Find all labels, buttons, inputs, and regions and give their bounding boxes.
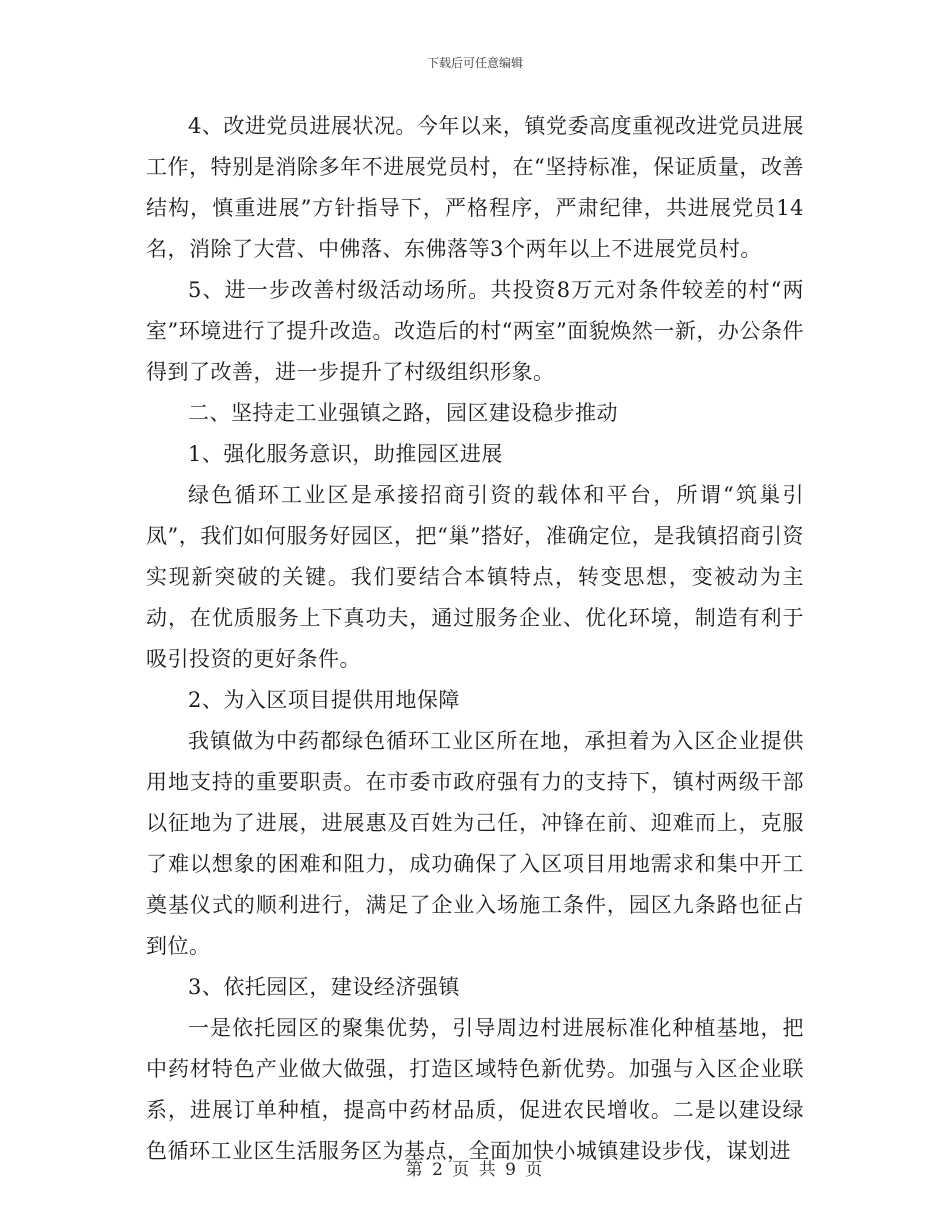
page-number-footer: 第 2 页 共 9 页 xyxy=(405,1160,545,1180)
section-heading-industry: 二、坚持走工业强镇之路，园区建设稳步推动 xyxy=(188,401,618,425)
subheading-economic-town: 3、依托园区，建设经济强镇 xyxy=(188,975,460,999)
subheading-land-guarantee: 2、为入区项目提供用地保障 xyxy=(188,688,460,712)
subheading-service-awareness: 1、强化服务意识，助推园区进展 xyxy=(188,442,503,466)
paragraph-industrial-zone: 绿色循环工业区是承接招商引资的载体和平台，所谓“筑巢引凤”，我们如何服务好园区，把“巢”搭好，准确定位，是我镇招商引资实现新突破的关键。我们要结合本镇特点，转变思想，变被动为主动，在优质服务上下真功夫，通过服务企业、优化环境，制造有利于吸引投资的更好条件。 xyxy=(146,483,804,671)
document-body xyxy=(146,106,804,1172)
paragraph-land-support: 我镇做为中药都绿色循环工业区所在地，承担着为入区企业提供用地支持的重要职责。在市委市政府强有力的支持下，镇村两级干部以征地为了进展，进展惠及百姓为己任，冲锋在前、迎难而上，克服了难以想象的困难和阻力，成功确保了入区项目用地需求和集中开工奠基仪式的顺利进行，满足了企业入场施工条件，园区九条路也征占到位。 xyxy=(146,729,804,958)
paragraph-village-activity-venues: 5、进一步改善村级活动场所。共投资8万元对条件较差的村“两室”环境进行了提升改造。改造后的村“两室”面貌焕然一新，办公条件得到了改善，进一步提升了村级组织形象。 xyxy=(146,278,804,384)
page-header: 下载后可任意编辑 xyxy=(426,56,523,70)
paragraph-party-member-development: 4、改进党员进展状况。今年以来，镇党委高度重视改进党员进展工作，特别是消除多年不进展党员村，在“坚持标准，保证质量，改善结构，慎重进展”方针指导下，严格程序，严肃纪律，共进展党员14名，消除了大营、中佛落、东佛落等3个两年以上不进展党员村。 xyxy=(146,114,804,261)
paragraph-agglomeration: 一是依托园区的聚集优势，引导周边村进展标准化种植基地，把中药材特色产业做大做强，打造区域特色新优势。加强与入区企业联系，进展订单种植，提高中药材品质，促进农民增收。二是以建设绿色循环工业区生活服务区为基点，全面加快小城镇建设步伐，谋划进 xyxy=(146,1016,804,1163)
